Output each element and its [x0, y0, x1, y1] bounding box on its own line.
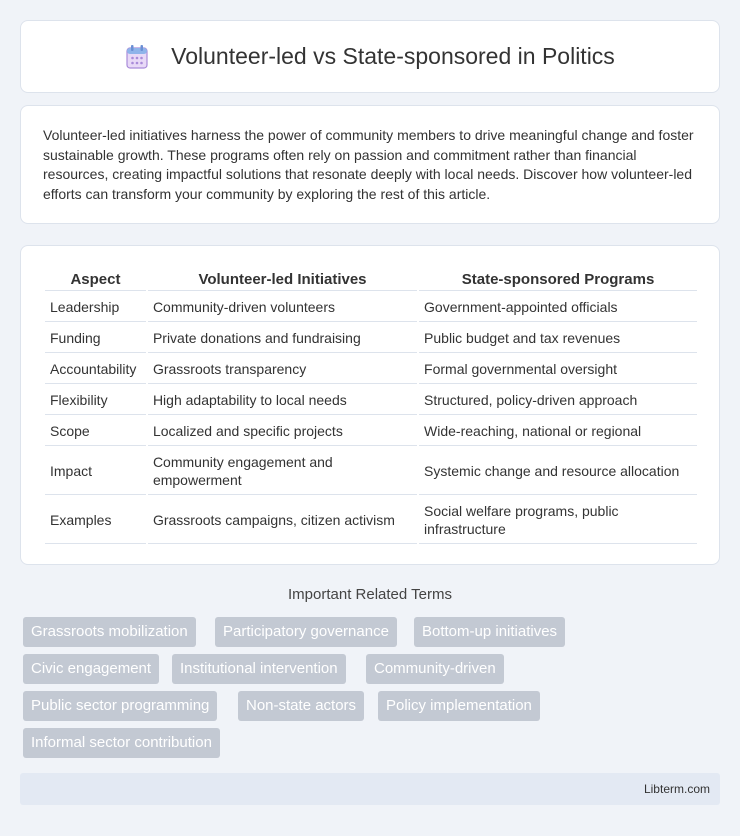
- tag-participatory-governance[interactable]: Participatory governance: [215, 617, 397, 647]
- table-cell: Grassroots campaigns, citizen activism: [148, 497, 417, 544]
- table-cell: Social welfare programs, public infrastructure: [419, 497, 697, 544]
- table-cell: Systemic change and resource allocation: [419, 448, 697, 495]
- comparison-table-card: [20, 245, 720, 565]
- tag-non-state-actors[interactable]: Non-state actors: [238, 691, 364, 721]
- header-state-sponsored: State-sponsored Programs: [419, 266, 697, 291]
- header-card: [20, 20, 720, 93]
- title-text: Volunteer-led vs State-sponsored in Politics: [171, 43, 615, 69]
- tag-civic-engagement[interactable]: Civic engagement: [23, 654, 159, 684]
- header-volunteer-led: Volunteer-led Initiatives: [148, 266, 417, 291]
- tag-public-sector-programming[interactable]: Public sector programming: [23, 691, 217, 721]
- table-cell: Localized and specific projects: [148, 417, 417, 446]
- table-cell: Flexibility: [45, 386, 146, 415]
- intro-card: [20, 105, 720, 224]
- table-header-row: [45, 266, 697, 291]
- table-cell: Accountability: [45, 355, 146, 384]
- table-row: [45, 417, 697, 446]
- page-title: [125, 43, 615, 70]
- table-row: [45, 448, 697, 495]
- table-cell: Community-driven volunteers: [148, 293, 417, 322]
- table-cell: Structured, policy-driven approach: [419, 386, 697, 415]
- table-cell: Private donations and fundraising: [148, 324, 417, 353]
- table-cell: Leadership: [45, 293, 146, 322]
- intro-paragraph: Volunteer-led initiatives harness the power of community members to drive meaningful change and foster sustainable growth. These programs often rely on passion and commitment rather than financial resources, creating impactful solutions that resonate deeply with local needs. Discover how volunteer-led efforts can transform your community by exploring the rest of this article.: [43, 127, 694, 202]
- table-cell: Formal governmental oversight: [419, 355, 697, 384]
- table-row: [45, 293, 697, 322]
- table-cell: Scope: [45, 417, 146, 446]
- table-cell: Examples: [45, 497, 146, 544]
- footer: [20, 773, 720, 805]
- table-row: [45, 355, 697, 384]
- footer-site-link[interactable]: Libterm.com: [643, 782, 710, 796]
- table-cell: Impact: [45, 448, 146, 495]
- table-row: [45, 497, 697, 544]
- related-terms-title: Important Related Terms: [288, 586, 452, 603]
- table-cell: High adaptability to local needs: [148, 386, 417, 415]
- table-cell: Public budget and tax revenues: [419, 324, 697, 353]
- table-row: [45, 324, 697, 353]
- tag-informal-sector-contribution[interactable]: Informal sector contribution: [23, 728, 220, 758]
- table-cell: Funding: [45, 324, 146, 353]
- tag-grassroots-mobilization[interactable]: Grassroots mobilization: [23, 617, 196, 647]
- table-cell: Grassroots transparency: [148, 355, 417, 384]
- table-cell: Community engagement and empowerment: [148, 448, 417, 495]
- table-cell: Wide-reaching, national or regional: [419, 417, 697, 446]
- table-row: [45, 386, 697, 415]
- header-aspect: Aspect: [45, 266, 146, 291]
- tag-bottom-up-initiatives[interactable]: Bottom-up initiatives: [414, 617, 565, 647]
- comparison-table: [43, 264, 699, 546]
- tag-policy-implementation[interactable]: Policy implementation: [378, 691, 540, 721]
- tag-community-driven[interactable]: Community-driven: [366, 654, 504, 684]
- calendar-icon: [125, 44, 149, 70]
- tag-institutional-intervention[interactable]: Institutional intervention: [172, 654, 346, 684]
- table-cell: Government-appointed officials: [419, 293, 697, 322]
